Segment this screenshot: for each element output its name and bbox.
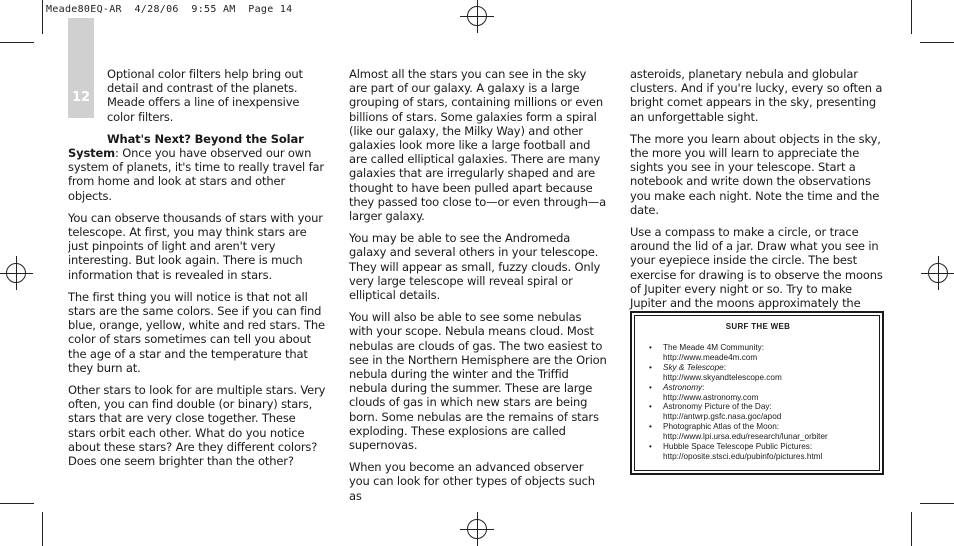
surf-the-web-title: SURF THE WEB	[725, 322, 791, 331]
paragraph-color-filters: Optional color filters help bring out detail and contrast of the planets. Meade offers a line of inexpensive color filters.	[107, 67, 303, 124]
section-heading-whats-next: What's Next? Beyond the Solar System	[68, 131, 304, 161]
registration-mark-bottom	[467, 519, 487, 539]
resource-name: Astronomy Picture of the Day:	[663, 402, 772, 412]
registration-mark-top	[467, 6, 487, 26]
paragraph-asteroids: asteroids, planetary nebula and globular clusters. And if you're lucky, every so often a bright comet appears in the sky, presenting an unforgettable sight.	[630, 67, 883, 124]
list-item	[645, 422, 871, 442]
paragraph-advanced-observer: When you become an advanced observer you can look for other types of objects such as	[349, 460, 595, 503]
paragraph-multiple-stars: Other stars to look for are multiple stars. Very often, you can find double (or binary) stars, stars that are very close together. These stars orbit each other. What do you notice about these stars? Are they different colors? Does one seem brighter than the other?	[68, 383, 326, 469]
resource-url-link[interactable]: http://www.skyandtelescope.com	[663, 372, 782, 382]
paragraph-observe-stars: You can observe thousands of stars with your telescope. At first, you may think stars are just pinpoints of light and aren't very interesting. But look again. There is much information that is revealed in stars.	[68, 210, 323, 282]
resource-name: Hubble Space Telescope Public Pictures:	[663, 442, 813, 452]
paragraph-andromeda: You may be able to see the Andromeda galaxy and several others in your telescope. They will appear as small, fuzzy clouds. Only very large telescope will reveal spiral or elliptical details.	[349, 231, 601, 303]
section-body-whats-next: : Once you have observed our own system of planets, it's time to really travel far from home and look at stars and other objects.	[68, 146, 324, 203]
text-column-1	[68, 67, 326, 476]
list-item: • Sky & Telescope: http://www.skyandtelescope.com	[645, 363, 871, 383]
resource-url-link[interactable]: http://antwrp.gsfc.nasa.goc/apod	[663, 412, 782, 422]
resource-url-link[interactable]: http://www.astronomy.com	[663, 392, 759, 402]
list-item	[645, 343, 871, 363]
paragraph-notebook: The more you learn about objects in the sky, the more you will learn to appreciate the sights you see in your telescope. Start a notebook and write down the observations you make each night. Note the time and the date.	[630, 131, 881, 217]
paragraph-whats-next	[68, 132, 326, 203]
paragraph-star-colors: The first thing you will notice is that not all stars are the same colors. See if you can find blue, orange, yellow, white and red stars. The color of stars sometimes can tell you about the age of a star and the temperature that they burn at.	[68, 289, 325, 375]
printer-slug-line: Meade80EQ-AR 4/28/06 9:55 AM Page 14	[46, 4, 293, 15]
text-column-3	[630, 67, 888, 318]
list-item	[645, 402, 871, 422]
resource-name: Astronomy	[663, 382, 703, 392]
resource-url-link[interactable]: http://www.meade4m.com	[663, 352, 758, 362]
registration-mark-right	[928, 263, 948, 283]
web-resource-list	[645, 343, 871, 462]
paragraph-galaxies: Almost all the stars you can see in the sky are part of our galaxy. A galaxy is a large grouping of stars, containing millions or even billions of stars. Some galaxies form a spiral (like our galaxy, the Milky Way) and other galaxies look more like a large football and are called elliptical galaxies. There are many galaxies that are irregularly shaped and are thought to have been pulled apart because they passed too close to—or even through—a larger galaxy.	[349, 67, 607, 224]
list-item: • Astronomy: http://www.astronomy.com	[645, 383, 871, 403]
resource-url-link[interactable]: http://oposite.stsci.edu/pubinfo/pictures.html	[663, 451, 823, 461]
paragraph-nebulas: You will also be able to see some nebulas with your scope. Nebula means cloud. Most nebulas are clouds of gas. The two easiest to see in the Northern Hemisphere are the Orion nebula during the winter and the Triffid nebula during the summer. These are large clouds of gas in which new stars are being born. Some nebulas are the remains of stars exploding. These explosions are called supernovas.	[349, 310, 607, 453]
resource-name: Sky & Telescope	[663, 362, 724, 372]
resource-url-link[interactable]: http://www.lpi.ursa.edu/research/lunar_orbiter	[663, 432, 828, 442]
resource-name: Photographic Atlas of the Moon:	[663, 422, 780, 432]
paragraph-drawing: Use a compass to make a circle, or trace around the lid of a jar. Draw what you see in your eyepiece inside the circle. The best exercise for drawing is to observe the moons of Jupiter every night or so. Try to make Jupiter and the moons approximately the	[630, 225, 883, 311]
registration-mark-left	[6, 263, 26, 283]
resource-name: The Meade 4M Community:	[663, 343, 765, 352]
page-number: 12	[72, 90, 91, 105]
surf-the-web-box	[630, 311, 884, 475]
text-column-2	[349, 67, 607, 511]
list-item	[645, 442, 871, 462]
